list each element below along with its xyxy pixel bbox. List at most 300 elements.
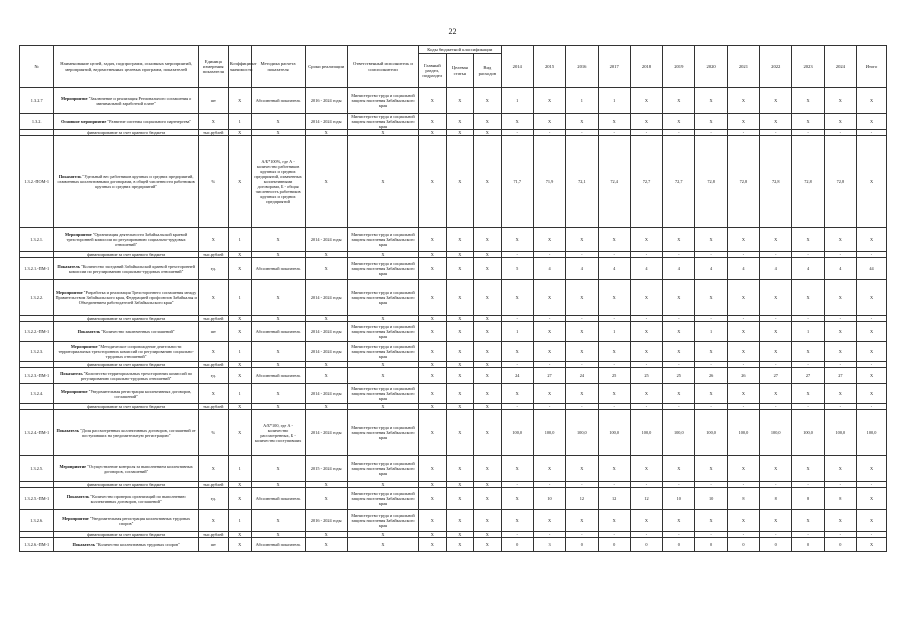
row-unit: Х	[198, 114, 228, 130]
row-year-value: Х	[695, 384, 727, 404]
row-term: 2016 - 2024 годы	[305, 510, 347, 532]
row-kbk: Х	[446, 130, 474, 136]
row-year-value: Х	[695, 456, 727, 482]
row-name	[54, 368, 198, 384]
row-year-value: -	[760, 130, 792, 136]
row-year-value: -	[663, 252, 695, 258]
row-method: Х	[251, 316, 305, 322]
header-kbk-section: Главный раздел, подраздел	[419, 54, 447, 88]
row-year-value: -	[824, 316, 856, 322]
row-total: Х	[857, 228, 887, 252]
row-name	[54, 456, 198, 482]
row-executor: Министерство труда и социальной защиты населения Забайкальского края	[347, 88, 418, 114]
row-year-value: -	[533, 482, 565, 488]
table-row	[20, 258, 887, 280]
row-name-text: финансирование за счет краевого бюджета	[87, 316, 166, 321]
row-kbk: Х	[474, 316, 502, 322]
row-name-type: Мероприятие	[59, 463, 87, 469]
row-executor: Х	[347, 482, 418, 488]
row-year-value: 4	[598, 258, 630, 280]
row-name-type: Мероприятие	[62, 515, 89, 521]
row-year-value: 24	[566, 368, 598, 384]
row-year-value: 0	[824, 538, 856, 552]
table-row	[20, 280, 887, 316]
row-term: Х	[305, 404, 347, 410]
row-year-value: -	[824, 362, 856, 368]
row-coef: Х	[228, 362, 251, 368]
row-name-type: Показатель	[66, 493, 90, 499]
row-year-value: Х	[630, 342, 662, 362]
row-kbk: Х	[446, 384, 474, 404]
row-kbk: Х	[474, 368, 502, 384]
row-total: -	[857, 316, 887, 322]
row-year-value: -	[598, 316, 630, 322]
row-year-value: 4	[533, 258, 565, 280]
row-year-value: 1	[792, 322, 824, 342]
row-unit: тыс.рублей	[198, 362, 228, 368]
row-total: Х	[857, 384, 887, 404]
row-year-value: -	[760, 404, 792, 410]
row-name	[54, 384, 198, 404]
row-year-value: Х	[727, 88, 759, 114]
row-year-value: 26	[695, 368, 727, 384]
row-year-value: -	[824, 532, 856, 538]
row-executor: Х	[347, 368, 418, 384]
row-year-value: Х	[630, 510, 662, 532]
row-coef: 1	[228, 280, 251, 316]
row-year-value: Х	[598, 510, 630, 532]
row-name-text: финансирование за счет краевого бюджета	[87, 404, 166, 409]
row-year-value: 4	[792, 258, 824, 280]
header-year: 2023	[792, 46, 824, 88]
row-year-value: Х	[695, 342, 727, 362]
row-method: Абсолютный показатель	[251, 88, 305, 114]
row-year-value: Х	[598, 456, 630, 482]
row-year-value: Х	[501, 488, 533, 510]
row-year-value: -	[630, 316, 662, 322]
row-kbk: Х	[474, 456, 502, 482]
row-kbk: Х	[446, 538, 474, 552]
row-year-value: Х	[824, 384, 856, 404]
row-term: Х	[305, 538, 347, 552]
row-name-text: "Количество проверок организаций по выполнению коллективных договоров, соглашений"	[89, 493, 186, 504]
row-term: 2014 - 2024 годы	[305, 114, 347, 130]
row-coef: Х	[228, 410, 251, 456]
row-year-value: 24	[501, 368, 533, 384]
row-kbk: Х	[446, 362, 474, 368]
row-year-value: 26	[727, 368, 759, 384]
row-method: Абсолютный показатель	[251, 538, 305, 552]
row-unit: ед.	[198, 368, 228, 384]
row-year-value: Х	[727, 280, 759, 316]
table-row	[20, 456, 887, 482]
row-total: -	[857, 404, 887, 410]
row-coef: Х	[228, 368, 251, 384]
row-name-type: Основное мероприятие	[61, 119, 107, 124]
row-year-value: Х	[760, 322, 792, 342]
row-name-type: Показатель	[60, 370, 83, 376]
row-name-text: "Количество заключенных соглашений"	[100, 329, 175, 334]
row-year-value: Х	[824, 510, 856, 532]
row-method: Х	[251, 130, 305, 136]
row-year-value: Х	[792, 88, 824, 114]
row-year-value: Х	[598, 342, 630, 362]
row-year-value: Х	[533, 280, 565, 316]
header-year: 2024	[824, 46, 856, 88]
table-header	[20, 46, 887, 88]
row-code: 1.3.2.3.-ПМ-1	[20, 368, 54, 384]
row-kbk: Х	[446, 532, 474, 538]
row-unit: тыс.рублей	[198, 532, 228, 538]
row-year-value: 100,0	[727, 410, 759, 456]
row-year-value: 100,0	[501, 410, 533, 456]
row-year-value: Х	[727, 342, 759, 362]
row-year-value: Х	[630, 456, 662, 482]
row-year-value: -	[760, 252, 792, 258]
row-year-value: -	[760, 362, 792, 368]
row-year-value: -	[792, 532, 824, 538]
row-year-value: 72,8	[695, 136, 727, 228]
row-name-text: "Количество заседаний Забайкальской краевой трехсторонней комиссии по регулированию социально-трудовых отношений"	[68, 263, 195, 274]
row-year-value: 1	[695, 322, 727, 342]
row-year-value: -	[598, 130, 630, 136]
row-method: Х	[251, 384, 305, 404]
row-year-value: Х	[566, 228, 598, 252]
row-name	[54, 322, 198, 342]
row-year-value: 27	[792, 368, 824, 384]
row-term: 2016 - 2024 годы	[305, 88, 347, 114]
row-method: Х	[251, 228, 305, 252]
header-unit: Единица измерения показателя	[198, 46, 228, 88]
row-year-value: Х	[501, 114, 533, 130]
row-total: Х	[857, 510, 887, 532]
row-method: Х	[251, 342, 305, 362]
row-executor: Министерство труда и социальной защиты населения Забайкальского края	[347, 228, 418, 252]
row-year-value: Х	[663, 114, 695, 130]
row-name-text: "Уведомительная регистрация коллективных трудовых споров"	[88, 515, 191, 526]
row-name-text: "Количество коллективных трудовых споров"	[94, 542, 180, 547]
row-total: -	[857, 130, 887, 136]
row-term: 2015 - 2024 годы	[305, 456, 347, 482]
header-kbk-article: Целевая статья	[446, 54, 474, 88]
row-name	[54, 538, 198, 552]
row-year-value: Х	[695, 88, 727, 114]
row-term: 2014 - 2024 годы	[305, 410, 347, 456]
row-total: Х	[857, 280, 887, 316]
row-year-value: -	[598, 252, 630, 258]
row-coef: 1	[228, 384, 251, 404]
row-term: 2014 - 2024 годы	[305, 280, 347, 316]
row-year-value: Х	[792, 510, 824, 532]
row-year-value: Х	[760, 510, 792, 532]
row-year-value: Х	[727, 228, 759, 252]
row-year-value: 1	[566, 88, 598, 114]
table-row	[20, 410, 887, 456]
row-year-value: Х	[663, 280, 695, 316]
row-year-value: 25	[630, 368, 662, 384]
row-year-value: Х	[501, 228, 533, 252]
row-year-value: -	[501, 362, 533, 368]
row-year-value: -	[727, 130, 759, 136]
row-unit: шт	[198, 88, 228, 114]
row-year-value: -	[727, 316, 759, 322]
row-term: Х	[305, 488, 347, 510]
row-name	[54, 228, 198, 252]
row-year-value: 8	[824, 488, 856, 510]
row-name-text: финансирование за счет краевого бюджета	[87, 362, 166, 367]
row-name-type: Показатель	[77, 329, 101, 334]
row-kbk: Х	[474, 258, 502, 280]
header-year: 2014	[501, 46, 533, 88]
header-year: 2018	[630, 46, 662, 88]
row-total: Х	[857, 488, 887, 510]
row-name-type: Показатель	[56, 427, 79, 433]
row-coef: 1	[228, 510, 251, 532]
row-year-value: 8	[792, 488, 824, 510]
row-name	[54, 342, 198, 362]
row-year-value: Х	[824, 322, 856, 342]
row-unit: шт	[198, 322, 228, 342]
row-year-value: -	[598, 362, 630, 368]
row-year-value: 4	[566, 258, 598, 280]
row-name-text: "Удельный вес работников крупных и средних предприятий, охваченных коллективными договорами, в общей численности работников крупных и средних предприятий"	[57, 174, 195, 189]
row-unit: %	[198, 410, 228, 456]
row-year-value: Х	[695, 510, 727, 532]
row-year-value: Х	[566, 384, 598, 404]
row-kbk: Х	[419, 228, 447, 252]
row-method: Х	[251, 252, 305, 258]
table-row	[20, 488, 887, 510]
row-year-value: Х	[533, 510, 565, 532]
row-executor: Х	[347, 316, 418, 322]
row-kbk: Х	[474, 384, 502, 404]
row-year-value: 0	[695, 538, 727, 552]
row-year-value: 100,0	[598, 410, 630, 456]
row-total: -	[857, 362, 887, 368]
row-code: 1.3.2.6.-ПМ-1	[20, 538, 54, 552]
row-code: 1.3.2.3.	[20, 342, 54, 362]
row-year-value: -	[663, 404, 695, 410]
row-term: Х	[305, 252, 347, 258]
row-year-value: -	[663, 482, 695, 488]
row-year-value: -	[630, 362, 662, 368]
row-year-value: Х	[663, 342, 695, 362]
row-total: 44	[857, 258, 887, 280]
row-term: Х	[305, 532, 347, 538]
row-year-value: Х	[533, 114, 565, 130]
row-method: А/Б*100%, где А - количество работников крупных и средних предприятий, охваченных коллективными договорами, Б - общая численность работников крупных и средних предприятий	[251, 136, 305, 228]
row-name	[54, 114, 198, 130]
row-year-value: -	[501, 482, 533, 488]
row-year-value: 71,7	[501, 136, 533, 228]
row-name-type: Показатель	[57, 263, 80, 269]
row-executor: Министерство труда и социальной защиты населения Забайкальского края	[347, 114, 418, 130]
row-year-value: -	[824, 482, 856, 488]
row-executor: Министерство труда и социальной защиты населения Забайкальского края	[347, 342, 418, 362]
row-year-value: -	[566, 482, 598, 488]
row-total: 100,0	[857, 410, 887, 456]
row-unit: тыс.рублей	[198, 316, 228, 322]
row-year-value: 100,0	[760, 410, 792, 456]
header-year: 2021	[727, 46, 759, 88]
row-total: Х	[857, 114, 887, 130]
row-year-value: Х	[760, 384, 792, 404]
row-year-value: 72,7	[630, 136, 662, 228]
row-name-text: "Развитие системы социального партнерства"	[106, 119, 192, 124]
row-year-value: -	[663, 362, 695, 368]
row-year-value: 72,8	[824, 136, 856, 228]
row-term: Х	[305, 136, 347, 228]
row-year-value: 71,9	[533, 136, 565, 228]
row-year-value: Х	[695, 280, 727, 316]
row-year-value: 0	[760, 538, 792, 552]
row-name	[54, 136, 198, 228]
row-method: А/Б*100, где А - количество рассмотренных, Б - количество поступивших	[251, 410, 305, 456]
row-year-value: -	[598, 482, 630, 488]
row-year-value: 0	[566, 538, 598, 552]
row-year-value: Х	[760, 456, 792, 482]
row-year-value: Х	[663, 322, 695, 342]
row-kbk: Х	[446, 404, 474, 410]
row-name-text: "Методическое сопровождение деятельности территориальных трехсторонних комиссий по регулированию социально-трудовых отношений"	[58, 344, 194, 359]
row-year-value: Х	[792, 342, 824, 362]
row-year-value: -	[824, 130, 856, 136]
row-year-value: -	[630, 404, 662, 410]
row-method: Абсолютный показатель	[251, 322, 305, 342]
row-year-value: Х	[533, 456, 565, 482]
row-executor: Х	[347, 136, 418, 228]
row-year-value: -	[792, 482, 824, 488]
row-year-value: 4	[663, 258, 695, 280]
row-unit: Х	[198, 510, 228, 532]
row-year-value: Х	[824, 228, 856, 252]
row-year-value: Х	[824, 342, 856, 362]
row-year-value: Х	[727, 114, 759, 130]
table-row	[20, 322, 887, 342]
row-unit: тыс.рублей	[198, 482, 228, 488]
row-kbk: Х	[419, 114, 447, 130]
row-kbk: Х	[419, 482, 447, 488]
row-code: 1.3.2.4.	[20, 384, 54, 404]
row-kbk: Х	[419, 368, 447, 384]
row-year-value: -	[760, 532, 792, 538]
row-kbk: Х	[446, 114, 474, 130]
row-kbk: Х	[474, 532, 502, 538]
row-method: Х	[251, 510, 305, 532]
row-year-value: -	[663, 532, 695, 538]
row-total: Х	[857, 88, 887, 114]
row-year-value: -	[533, 532, 565, 538]
header-year: 2020	[695, 46, 727, 88]
header-year: 2019	[663, 46, 695, 88]
row-year-value: Х	[663, 456, 695, 482]
row-year-value: 100,0	[695, 410, 727, 456]
row-year-value: -	[824, 252, 856, 258]
row-year-value: Х	[598, 114, 630, 130]
row-unit: ед.	[198, 258, 228, 280]
row-unit: тыс.рублей	[198, 130, 228, 136]
row-year-value: Х	[824, 280, 856, 316]
row-year-value: Х	[598, 280, 630, 316]
row-kbk: Х	[474, 228, 502, 252]
row-year-value: 12	[630, 488, 662, 510]
table-row	[20, 384, 887, 404]
row-year-value: 100,0	[533, 410, 565, 456]
row-executor: Министерство труда и социальной защиты населения Забайкальского края	[347, 322, 418, 342]
row-kbk: Х	[474, 136, 502, 228]
table-row	[20, 88, 887, 114]
row-year-value: 1	[598, 322, 630, 342]
row-kbk: Х	[446, 322, 474, 342]
row-year-value: -	[533, 404, 565, 410]
row-name	[54, 510, 198, 532]
row-year-value: 27	[533, 368, 565, 384]
row-kbk: Х	[419, 316, 447, 322]
row-year-value: Х	[566, 456, 598, 482]
row-year-value: Х	[630, 384, 662, 404]
row-year-value: 0	[630, 538, 662, 552]
table-body	[20, 88, 887, 552]
row-term: Х	[305, 130, 347, 136]
row-year-value: 5	[501, 258, 533, 280]
row-method: Х	[251, 482, 305, 488]
row-year-value: -	[727, 362, 759, 368]
row-unit: %	[198, 136, 228, 228]
row-year-value: 27	[760, 368, 792, 384]
header-year: 2016	[566, 46, 598, 88]
row-kbk: Х	[446, 456, 474, 482]
header-coef: Коэффициент значимости	[228, 46, 251, 88]
row-year-value: -	[566, 252, 598, 258]
row-year-value: Х	[630, 88, 662, 114]
row-total: -	[857, 532, 887, 538]
row-year-value: Х	[533, 88, 565, 114]
row-year-value: Х	[533, 384, 565, 404]
row-year-value: Х	[760, 280, 792, 316]
row-coef: Х	[228, 322, 251, 342]
row-year-value: Х	[760, 88, 792, 114]
row-kbk: Х	[419, 538, 447, 552]
row-kbk: Х	[419, 410, 447, 456]
row-year-value: -	[792, 404, 824, 410]
row-kbk: Х	[446, 280, 474, 316]
row-year-value: -	[792, 316, 824, 322]
row-method: Х	[251, 532, 305, 538]
row-year-value: -	[695, 252, 727, 258]
table-row	[20, 228, 887, 252]
header-name: Наименование целей, задач, подпрограмм, основных мероприятий, мероприятий, ведомственных целевых программ, показателей	[54, 46, 198, 88]
program-table	[19, 45, 887, 552]
row-year-value: 1	[598, 88, 630, 114]
row-code: 1.3.2.2.-ПМ-1	[20, 322, 54, 342]
row-kbk: Х	[419, 404, 447, 410]
row-year-value: -	[824, 404, 856, 410]
row-executor: Х	[347, 538, 418, 552]
row-year-value: -	[727, 252, 759, 258]
row-year-value: -	[695, 532, 727, 538]
row-year-value: 10	[533, 488, 565, 510]
row-year-value: 0	[792, 538, 824, 552]
row-year-value: 12	[598, 488, 630, 510]
row-year-value: 25	[663, 368, 695, 384]
row-year-value: Х	[501, 510, 533, 532]
row-year-value: 0	[501, 538, 533, 552]
row-year-value: 4	[727, 258, 759, 280]
row-kbk: Х	[419, 532, 447, 538]
header-num: №	[20, 46, 54, 88]
row-name-text: "Разработка и реализация Трехстороннего соглашения между Правительством Забайкальского края, Федерацией профсоюзов Забайкалья и Объединением работодателей Забайкальского края"	[55, 290, 197, 305]
row-kbk: Х	[446, 368, 474, 384]
